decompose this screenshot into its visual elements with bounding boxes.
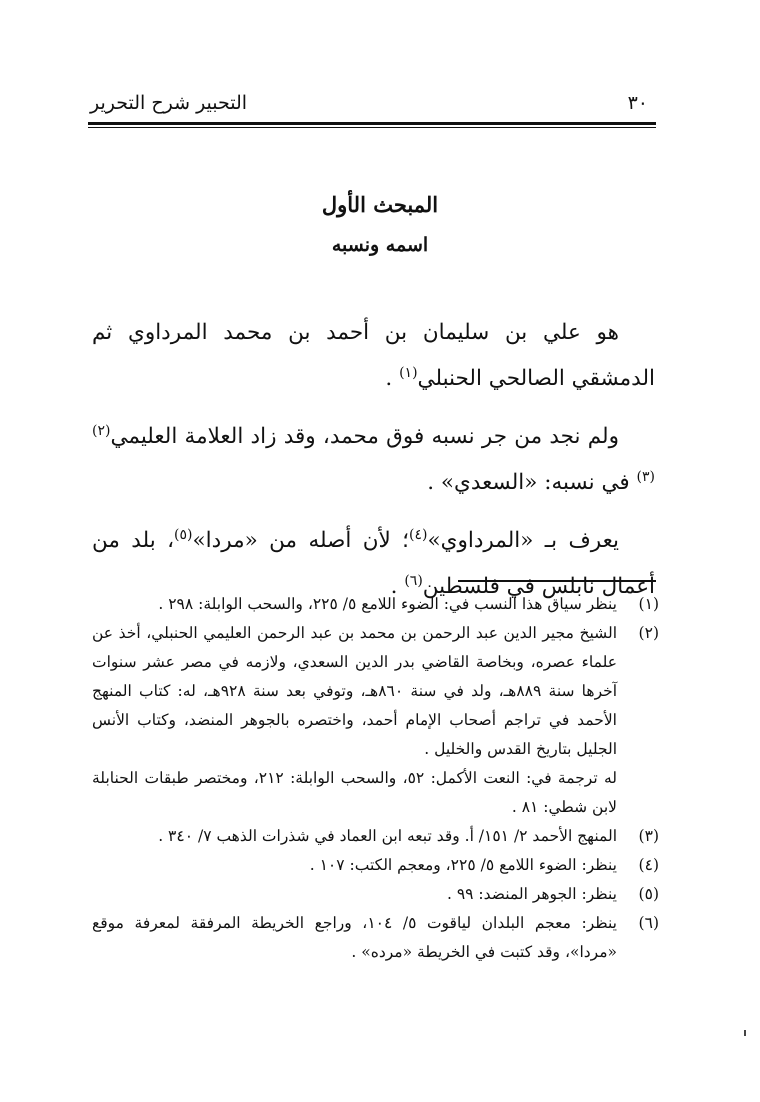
footnote-ref-4[interactable]: (٤) [409,526,428,543]
footnote-text: المنهج الأحمد ٢/ ١٥١/ أ. وقد تبعه ابن العماد في شذرات الذهب ٧/ ٣٤٠ . [158,827,617,845]
footnote-6 [92,909,659,967]
footnote-number: (٦) [638,914,659,932]
paragraph-3-end: . [390,574,405,599]
paragraph-1-end: . [385,366,400,391]
footnote-text: ينظر: الجوهر المنضد: ٩٩ . [446,885,617,903]
footnote-ref-6[interactable]: (٦) [404,572,423,589]
footnote-separator [458,580,656,582]
footnotes [92,590,659,967]
footnote-ref-1[interactable]: (١) [399,364,418,381]
footnote-2-continuation: له ترجمة في: النعت الأكمل: ٥٢، والسحب الوابلة: ٢١٢، ومختصر طبقات الحنابلة لابن شطي: ٨١ . [92,769,617,816]
footnote-text: الشيخ مجير الدين عبد الرحمن بن محمد بن عبد الرحمن العليمي الحنبلي، أخذ عن علماء عصره، وبخاصة القاضي بدر الدين السعدي، ولازمه في مصر عشر سنوات آخرها سنة ٨٨٩هـ، ولد في سنة ٨٦٠هـ، وتوفي بعد سنة ٩٢٨هـ، له: كتاب المنهج الأحمد في تراجم أصحاب الإمام أحمد، واختصره بالجوهر المنضد، وكتاب الأنس الجليل بتاريخ القدس والخليل . [92,624,618,758]
paragraph-2-text: ولم نجد من جر نسبه فوق محمد، وقد زاد العلامة العليمي [110,424,619,449]
paragraph-3-part-c: ، بلد من أعمال نابلس في فلسطين [92,528,655,599]
running-title: التحبير شرح التحرير [90,92,248,114]
footnote-text: ينظر: الضوء اللامع ٥/ ٢٢٥، ومعجم الكتب: ١٠٧ . [309,856,617,874]
paragraph-2-end: في نسبه: «السعدي» . [427,470,637,495]
main-text [92,310,655,622]
footnote-number: (٢) [638,624,659,642]
page-number: ٣٠ [627,92,648,114]
footnote-number: (٤) [638,856,659,874]
footnote-number: (٥) [638,885,659,903]
paragraph-1 [92,310,655,402]
paragraph-2 [92,414,655,506]
paragraph-3-part-a: يعرف بـ «المرداوي» [427,528,619,553]
chapter-subheading: اسمه ونسبه [331,234,429,256]
paragraph-1-text: هو علي بن سليمان بن أحمد بن محمد المرداوي ثم الدمشقي الصالحي الحنبلي [92,320,655,391]
header-rule [88,122,656,125]
page-header [90,90,656,120]
footnote-1 [92,590,659,619]
chapter-heading: المبحث الأول [321,192,439,217]
footnote-ref-5[interactable]: (٥) [174,526,193,543]
footnote-number: (١) [638,595,659,613]
paragraph-3-part-b: ؛ لأن أصله من «مردا» [192,528,410,553]
footnote-4 [92,851,659,880]
footnote-number: (٣) [638,827,659,845]
footnote-3 [92,822,659,851]
footnote-text: ينظر: معجم البلدان لياقوت ٥/ ١٠٤، وراجع الخريطة المرفقة لمعرفة موقع «مردا»، وقد كتبت في الخريطة «مرده» . [92,914,617,961]
margin-mark [744,1030,746,1036]
header-rule-thin [88,127,656,128]
footnote-2 [92,619,659,764]
footnote-5 [92,880,659,909]
footnote-ref-2-3[interactable]: (٢)(٣) [92,422,655,485]
footnote-text: ينظر سياق هذا النسب في: الضوء اللامع ٥/ ٢٢٥، والسحب الوابلة: ٢٩٨ . [158,595,617,613]
